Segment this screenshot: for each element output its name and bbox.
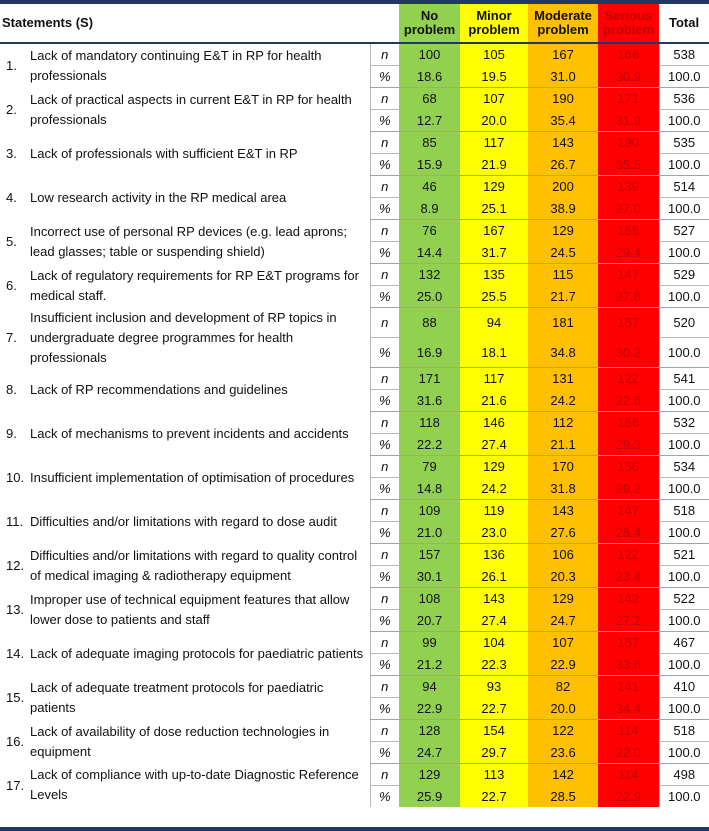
cell-total-pct: 100.0 — [659, 110, 709, 132]
pct-label: % — [370, 338, 399, 368]
table-row-n — [0, 308, 709, 338]
pct-label: % — [370, 286, 399, 308]
pct-label: % — [370, 154, 399, 176]
table-row-n — [0, 764, 709, 786]
pct-label: % — [370, 66, 399, 88]
table-row-n — [0, 544, 709, 566]
cell-total-pct: 100.0 — [659, 434, 709, 456]
cell-serious-problem-pct: 30.2 — [598, 338, 659, 368]
statement-text: Incorrect use of personal RP devices (e.g. lead aprons; lead glasses; table or suspending shield) — [30, 223, 347, 259]
table-row-n — [0, 456, 709, 478]
cell-total-n: 535 — [659, 132, 709, 154]
statement-text: Lack of mandatory continuing E&T in RP for health professionals — [30, 47, 322, 83]
cell-minor-problem-pct: 26.1 — [460, 566, 528, 588]
cell-total-n: 529 — [659, 264, 709, 286]
cell-total-n: 527 — [659, 220, 709, 242]
cell-minor-problem-pct: 21.6 — [460, 390, 528, 412]
statement-number: 2. — [6, 102, 17, 117]
pct-label: % — [370, 786, 399, 808]
cell-minor-problem-pct: 27.4 — [460, 434, 528, 456]
n-label: n — [370, 588, 399, 610]
table-body — [0, 43, 709, 807]
cell-serious-problem-pct: 29.3 — [598, 434, 659, 456]
cell-moderate-problem-n: 129 — [528, 588, 598, 610]
header-row — [0, 4, 709, 43]
cell-serious-problem-pct: 35.5 — [598, 154, 659, 176]
cell-no-problem-n: 85 — [399, 132, 460, 154]
cell-serious-problem-n: 114 — [598, 720, 659, 742]
cell-serious-problem-n: 122 — [598, 544, 659, 566]
statement-number: 5. — [6, 234, 17, 249]
statement-number: 13. — [6, 602, 25, 617]
cell-serious-problem-pct: 30.9 — [598, 66, 659, 88]
cell-moderate-problem-pct: 24.5 — [528, 242, 598, 264]
cell-moderate-problem-pct: 21.7 — [528, 286, 598, 308]
cell-total-n: 538 — [659, 43, 709, 66]
cell-no-problem-pct: 25.0 — [399, 286, 460, 308]
cell-total-n: 410 — [659, 676, 709, 698]
cell-serious-problem-pct: 29.2 — [598, 478, 659, 500]
statement-number: 9. — [6, 426, 17, 441]
cell-serious-problem-pct: 33.6 — [598, 654, 659, 676]
cell-moderate-problem-pct: 20.3 — [528, 566, 598, 588]
table-row-n — [0, 368, 709, 390]
statement-text: Improper use of technical equipment features that allow lower dose to patients and staff — [30, 591, 350, 627]
cell-minor-problem-pct: 31.7 — [460, 242, 528, 264]
cell-total-n: 518 — [659, 500, 709, 522]
cell-no-problem-pct: 22.9 — [399, 698, 460, 720]
cell-minor-problem-pct: 18.1 — [460, 338, 528, 368]
cell-serious-problem-n: 139 — [598, 176, 659, 198]
cell-moderate-problem-n: 115 — [528, 264, 598, 286]
cell-no-problem-n: 129 — [399, 764, 460, 786]
cell-no-problem-pct: 8.9 — [399, 198, 460, 220]
cell-no-problem-pct: 31.6 — [399, 390, 460, 412]
cell-serious-problem-n: 156 — [598, 412, 659, 434]
pct-label: % — [370, 698, 399, 720]
statement-text: Lack of practical aspects in current E&T in RP for health professionals — [30, 91, 352, 127]
cell-serious-problem-pct: 23.4 — [598, 566, 659, 588]
statement-number: 8. — [6, 382, 17, 397]
cell-minor-problem-pct: 25.1 — [460, 198, 528, 220]
cell-serious-problem-pct: 28.4 — [598, 522, 659, 544]
statement-text: Lack of availability of dose reduction technologies in equipment — [30, 723, 330, 759]
n-label: n — [370, 176, 399, 198]
header-minor-line2: problem — [468, 22, 520, 37]
cell-no-problem-n: 68 — [399, 88, 460, 110]
cell-total-pct: 100.0 — [659, 286, 709, 308]
cell-minor-problem-n: 117 — [460, 132, 528, 154]
cell-minor-problem-pct: 21.9 — [460, 154, 528, 176]
cell-serious-problem-n: 114 — [598, 764, 659, 786]
n-label: n — [370, 412, 399, 434]
header-serious-line1: Serious — [604, 8, 653, 23]
cell-no-problem-n: 128 — [399, 720, 460, 742]
n-label: n — [370, 43, 399, 66]
statement-text: Lack of professionals with sufficient E&T in RP — [30, 145, 298, 161]
cell-total-pct: 100.0 — [659, 338, 709, 368]
cell-total-n: 534 — [659, 456, 709, 478]
table-row-n — [0, 132, 709, 154]
cell-moderate-problem-pct: 20.0 — [528, 698, 598, 720]
statement-number: 14. — [6, 646, 25, 661]
cell-moderate-problem-pct: 22.9 — [528, 654, 598, 676]
cell-total-n: 498 — [659, 764, 709, 786]
statement-text: Insufficient inclusion and development of RP topics in undergraduate degree programmes for health professionals — [30, 309, 337, 365]
cell-no-problem-n: 88 — [399, 308, 460, 338]
cell-total-n: 467 — [659, 632, 709, 654]
n-label: n — [370, 764, 399, 786]
cell-no-problem-pct: 21.2 — [399, 654, 460, 676]
statement-text: Low research activity in the RP medical area — [30, 189, 287, 205]
cell-no-problem-pct: 30.1 — [399, 566, 460, 588]
header-minor-line1: Minor — [476, 8, 512, 23]
cell-serious-problem-pct: 31.9 — [598, 110, 659, 132]
cell-no-problem-n: 76 — [399, 220, 460, 242]
statement-number: 6. — [6, 278, 17, 293]
cell-moderate-problem-pct: 35.4 — [528, 110, 598, 132]
statement-number: 16. — [6, 734, 25, 749]
header-serious-problem — [598, 4, 659, 43]
cell-no-problem-n: 109 — [399, 500, 460, 522]
statement-number: 10. — [6, 470, 25, 485]
cell-minor-problem-pct: 23.0 — [460, 522, 528, 544]
n-label: n — [370, 544, 399, 566]
pct-label: % — [370, 522, 399, 544]
cell-minor-problem-pct: 22.7 — [460, 698, 528, 720]
pct-label: % — [370, 742, 399, 764]
statement-number: 4. — [6, 190, 17, 205]
cell-no-problem-n: 171 — [399, 368, 460, 390]
cell-no-problem-n: 94 — [399, 676, 460, 698]
statements-table — [0, 4, 709, 807]
cell-minor-problem-pct: 19.5 — [460, 66, 528, 88]
pct-label: % — [370, 566, 399, 588]
cell-minor-problem-pct: 25.5 — [460, 286, 528, 308]
cell-no-problem-pct: 21.0 — [399, 522, 460, 544]
cell-serious-problem-n: 147 — [598, 264, 659, 286]
statement-number: 12. — [6, 558, 25, 573]
cell-moderate-problem-n: 106 — [528, 544, 598, 566]
cell-no-problem-pct: 25.9 — [399, 786, 460, 808]
pct-label: % — [370, 610, 399, 632]
statement-number: 11. — [6, 514, 24, 529]
cell-serious-problem-n: 166 — [598, 43, 659, 66]
table-row-n — [0, 264, 709, 286]
cell-serious-problem-n: 156 — [598, 456, 659, 478]
cell-no-problem-n: 100 — [399, 43, 460, 66]
cell-no-problem-n: 132 — [399, 264, 460, 286]
cell-total-pct: 100.0 — [659, 698, 709, 720]
table-row-n — [0, 676, 709, 698]
statement-text: Lack of compliance with up-to-date Diagnostic Reference Levels — [30, 767, 359, 803]
cell-no-problem-pct: 15.9 — [399, 154, 460, 176]
cell-moderate-problem-pct: 28.5 — [528, 786, 598, 808]
n-label: n — [370, 500, 399, 522]
cell-no-problem-n: 79 — [399, 456, 460, 478]
cell-total-pct: 100.0 — [659, 478, 709, 500]
cell-moderate-problem-n: 122 — [528, 720, 598, 742]
cell-total-pct: 100.0 — [659, 786, 709, 808]
cell-moderate-problem-n: 143 — [528, 500, 598, 522]
header-no-problem — [399, 4, 460, 43]
cell-serious-problem-n: 147 — [598, 500, 659, 522]
cell-minor-problem-pct: 20.0 — [460, 110, 528, 132]
table-row-n — [0, 88, 709, 110]
cell-total-n: 518 — [659, 720, 709, 742]
cell-total-n: 536 — [659, 88, 709, 110]
n-label: n — [370, 720, 399, 742]
cell-moderate-problem-pct: 31.0 — [528, 66, 598, 88]
cell-serious-problem-n: 157 — [598, 308, 659, 338]
cell-total-n: 514 — [659, 176, 709, 198]
cell-serious-problem-n: 122 — [598, 368, 659, 390]
header-minor-problem — [460, 4, 528, 43]
pct-label: % — [370, 110, 399, 132]
pct-label: % — [370, 242, 399, 264]
cell-minor-problem-n: 93 — [460, 676, 528, 698]
cell-total-pct: 100.0 — [659, 390, 709, 412]
cell-no-problem-pct: 22.2 — [399, 434, 460, 456]
pct-label: % — [370, 198, 399, 220]
cell-serious-problem-n: 142 — [598, 588, 659, 610]
cell-total-n: 522 — [659, 588, 709, 610]
cell-moderate-problem-pct: 26.7 — [528, 154, 598, 176]
cell-moderate-problem-pct: 27.6 — [528, 522, 598, 544]
statement-text: Lack of mechanisms to prevent incidents and accidents — [30, 425, 349, 441]
pct-label: % — [370, 390, 399, 412]
header-moderate-line1: Moderate — [534, 8, 592, 23]
pct-label: % — [370, 434, 399, 456]
table-row-n — [0, 632, 709, 654]
header-moderate-line2: problem — [537, 22, 589, 37]
header-no-line2: problem — [403, 22, 456, 37]
cell-minor-problem-n: 146 — [460, 412, 528, 434]
table-row-n — [0, 412, 709, 434]
cell-total-pct: 100.0 — [659, 66, 709, 88]
n-label: n — [370, 264, 399, 286]
table-row-n — [0, 500, 709, 522]
cell-total-pct: 100.0 — [659, 522, 709, 544]
n-label: n — [370, 308, 399, 338]
header-total: Total — [659, 4, 709, 43]
statement-text: Difficulties and/or limitations with regard to quality control of medical imaging & radiotherapy equipment — [30, 547, 358, 583]
cell-total-pct: 100.0 — [659, 198, 709, 220]
cell-minor-problem-pct: 27.4 — [460, 610, 528, 632]
cell-minor-problem-n: 143 — [460, 588, 528, 610]
cell-no-problem-pct: 16.9 — [399, 338, 460, 368]
cell-minor-problem-n: 94 — [460, 308, 528, 338]
cell-serious-problem-pct: 27.8 — [598, 286, 659, 308]
cell-serious-problem-n: 157 — [598, 632, 659, 654]
statement-number: 15. — [6, 690, 25, 705]
cell-minor-problem-n: 113 — [460, 764, 528, 786]
table-row-n — [0, 220, 709, 242]
statement-number: 3. — [6, 146, 17, 161]
cell-minor-problem-n: 136 — [460, 544, 528, 566]
cell-moderate-problem-n: 112 — [528, 412, 598, 434]
cell-total-pct: 100.0 — [659, 742, 709, 764]
cell-no-problem-pct: 14.4 — [399, 242, 460, 264]
cell-total-pct: 100.0 — [659, 566, 709, 588]
cell-moderate-problem-n: 82 — [528, 676, 598, 698]
table-row-n — [0, 43, 709, 66]
cell-minor-problem-pct: 24.2 — [460, 478, 528, 500]
cell-moderate-problem-n: 181 — [528, 308, 598, 338]
cell-serious-problem-n: 155 — [598, 220, 659, 242]
cell-moderate-problem-pct: 31.8 — [528, 478, 598, 500]
cell-serious-problem-pct: 22.9 — [598, 786, 659, 808]
cell-total-pct: 100.0 — [659, 154, 709, 176]
cell-minor-problem-n: 129 — [460, 176, 528, 198]
cell-no-problem-pct: 18.6 — [399, 66, 460, 88]
table-row-n — [0, 176, 709, 198]
n-label: n — [370, 88, 399, 110]
n-label: n — [370, 632, 399, 654]
n-label: n — [370, 676, 399, 698]
cell-moderate-problem-pct: 38.9 — [528, 198, 598, 220]
cell-moderate-problem-n: 167 — [528, 43, 598, 66]
cell-total-n: 521 — [659, 544, 709, 566]
cell-moderate-problem-pct: 23.6 — [528, 742, 598, 764]
n-label: n — [370, 132, 399, 154]
cell-moderate-problem-pct: 24.2 — [528, 390, 598, 412]
cell-serious-problem-pct: 34.4 — [598, 698, 659, 720]
statement-text: Lack of RP recommendations and guidelines — [30, 381, 288, 397]
cell-minor-problem-n: 129 — [460, 456, 528, 478]
statement-number: 1. — [6, 58, 17, 74]
statement-number: 17. — [6, 777, 25, 793]
cell-minor-problem-n: 154 — [460, 720, 528, 742]
table-row-n — [0, 720, 709, 742]
header-moderate-problem — [528, 4, 598, 43]
header-statements: Statements (S) — [0, 4, 399, 43]
table-row-n — [0, 588, 709, 610]
cell-moderate-problem-n: 129 — [528, 220, 598, 242]
cell-moderate-problem-n: 170 — [528, 456, 598, 478]
cell-moderate-problem-pct: 34.8 — [528, 338, 598, 368]
cell-total-n: 532 — [659, 412, 709, 434]
n-label: n — [370, 456, 399, 478]
cell-moderate-problem-n: 131 — [528, 368, 598, 390]
cell-moderate-problem-n: 143 — [528, 132, 598, 154]
cell-no-problem-pct: 20.7 — [399, 610, 460, 632]
cell-serious-problem-pct: 22.6 — [598, 390, 659, 412]
cell-moderate-problem-pct: 24.7 — [528, 610, 598, 632]
cell-total-n: 520 — [659, 308, 709, 338]
n-label: n — [370, 220, 399, 242]
cell-moderate-problem-n: 142 — [528, 764, 598, 786]
cell-total-pct: 100.0 — [659, 654, 709, 676]
cell-minor-problem-n: 117 — [460, 368, 528, 390]
cell-no-problem-n: 118 — [399, 412, 460, 434]
cell-total-pct: 100.0 — [659, 242, 709, 264]
cell-no-problem-n: 99 — [399, 632, 460, 654]
cell-moderate-problem-n: 107 — [528, 632, 598, 654]
cell-no-problem-pct: 24.7 — [399, 742, 460, 764]
cell-serious-problem-n: 141 — [598, 676, 659, 698]
cell-serious-problem-pct: 29.4 — [598, 242, 659, 264]
cell-serious-problem-n: 190 — [598, 132, 659, 154]
cell-serious-problem-n: 171 — [598, 88, 659, 110]
cell-moderate-problem-pct: 21.1 — [528, 434, 598, 456]
pct-label: % — [370, 478, 399, 500]
cell-no-problem-pct: 14.8 — [399, 478, 460, 500]
n-label: n — [370, 368, 399, 390]
cell-no-problem-n: 108 — [399, 588, 460, 610]
cell-moderate-problem-n: 200 — [528, 176, 598, 198]
cell-minor-problem-n: 167 — [460, 220, 528, 242]
statement-text: Difficulties and/or limitations with regard to dose audit — [30, 513, 337, 529]
cell-total-pct: 100.0 — [659, 610, 709, 632]
cell-minor-problem-n: 104 — [460, 632, 528, 654]
cell-minor-problem-n: 107 — [460, 88, 528, 110]
cell-total-n: 541 — [659, 368, 709, 390]
statement-number: 7. — [6, 330, 17, 345]
cell-no-problem-n: 157 — [399, 544, 460, 566]
cell-minor-problem-pct: 22.3 — [460, 654, 528, 676]
cell-minor-problem-pct: 22.7 — [460, 786, 528, 808]
statement-text: Lack of adequate imaging protocols for paediatric patients — [30, 645, 364, 661]
cell-serious-problem-pct: 27.0 — [598, 198, 659, 220]
statement-text: Insufficient implementation of optimisation of procedures — [30, 469, 355, 485]
cell-minor-problem-n: 119 — [460, 500, 528, 522]
statement-text: Lack of regulatory requirements for RP E&T programs for medical staff. — [30, 267, 359, 303]
cell-minor-problem-pct: 29.7 — [460, 742, 528, 764]
cell-serious-problem-pct: 27.2 — [598, 610, 659, 632]
pct-label: % — [370, 654, 399, 676]
statement-text: Lack of adequate treatment protocols for paediatric patients — [30, 679, 324, 715]
cell-minor-problem-n: 105 — [460, 43, 528, 66]
cell-moderate-problem-n: 190 — [528, 88, 598, 110]
cell-serious-problem-pct: 22.0 — [598, 742, 659, 764]
cell-no-problem-n: 46 — [399, 176, 460, 198]
header-no-line1: No — [420, 8, 439, 23]
header-serious-line2: problem — [602, 22, 655, 37]
cell-no-problem-pct: 12.7 — [399, 110, 460, 132]
cell-minor-problem-n: 135 — [460, 264, 528, 286]
